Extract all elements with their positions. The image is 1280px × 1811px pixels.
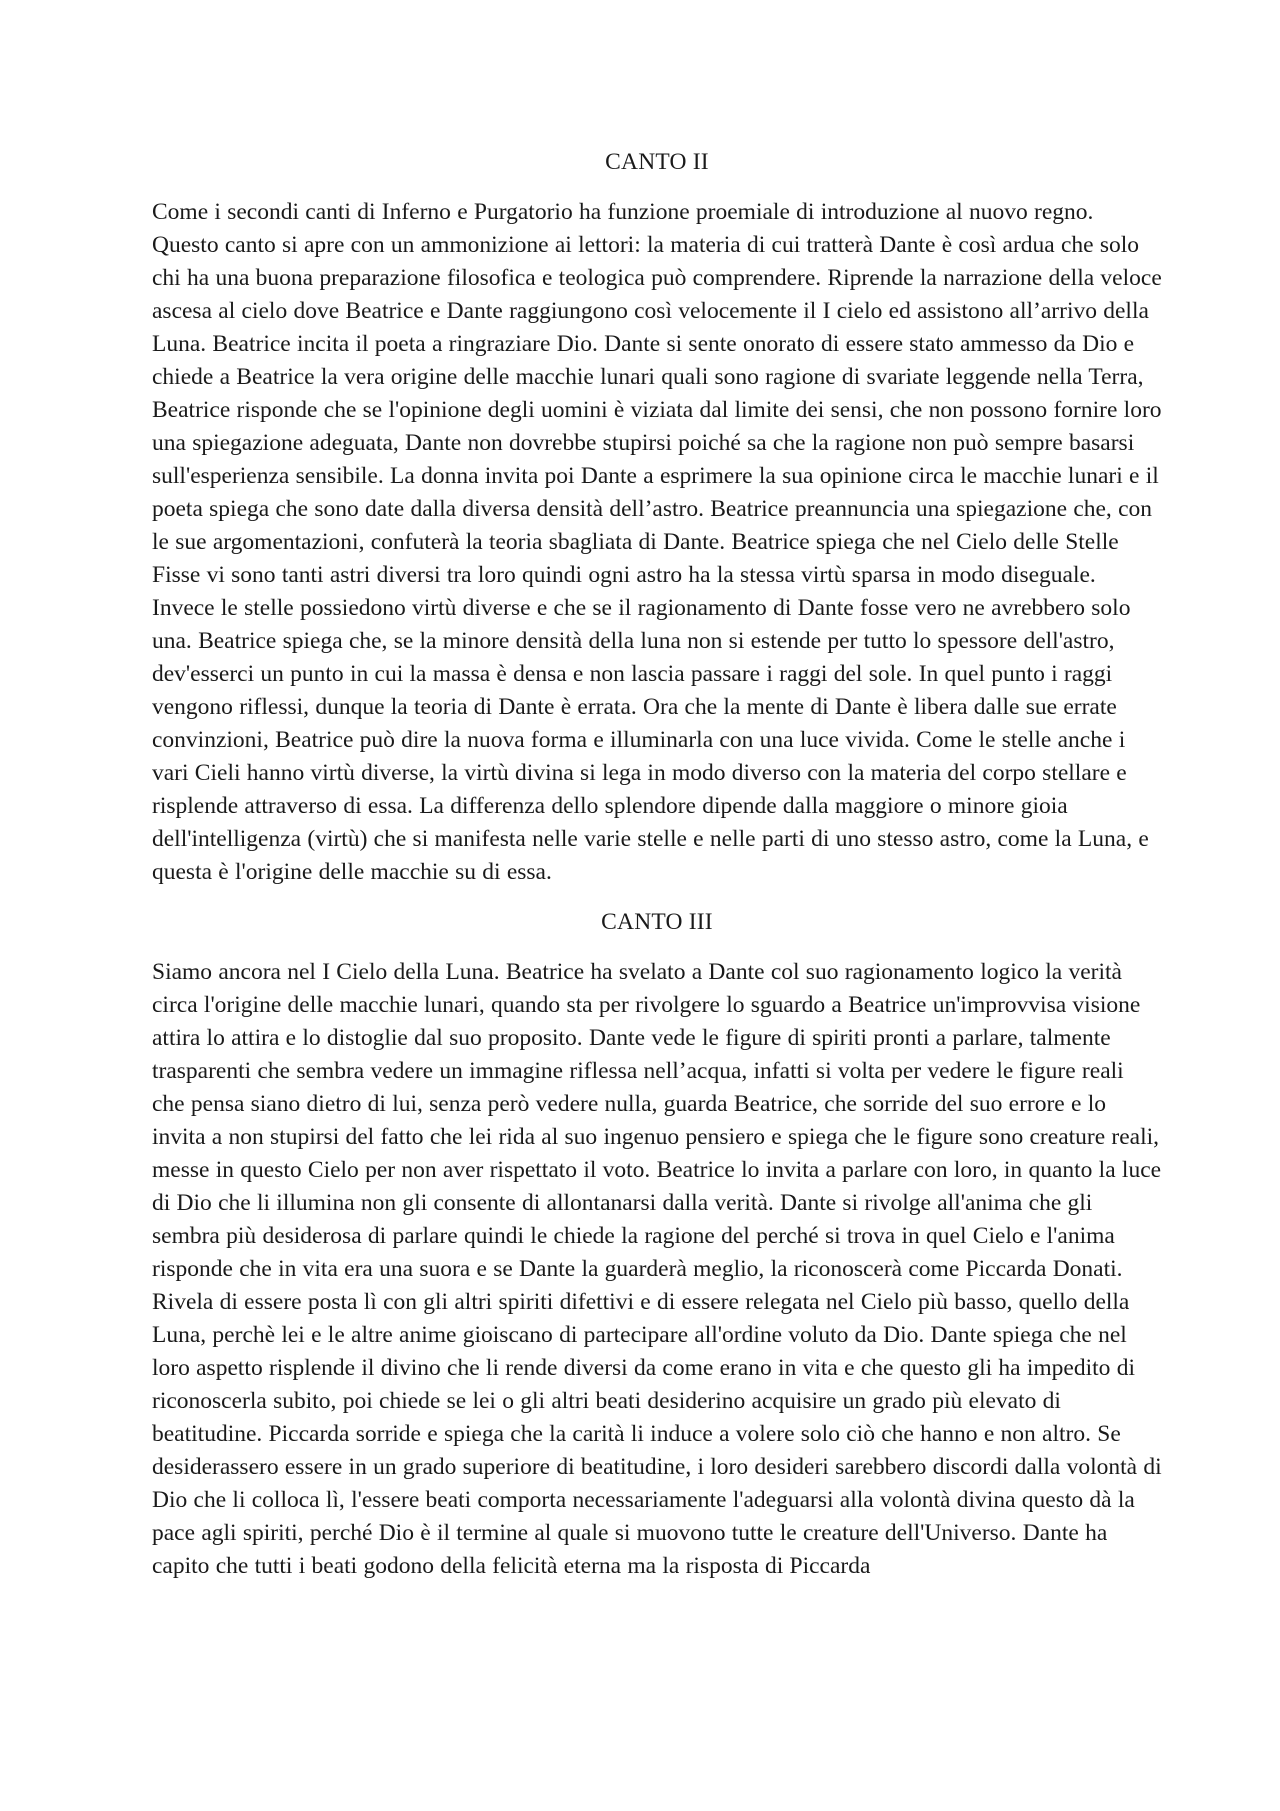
canto-iii-paragraph: Siamo ancora nel I Cielo della Luna. Beatrice ha svelato a Dante col suo ragionamento logico la verità circa l'origine delle macchie lunari, quando sta per rivolgere lo sguardo a Beatrice un'improvvisa visione attira lo attira e lo distoglie dal suo proposito. Dante vede le figure di spiriti pronti a parlare, talmente trasparenti che sembra vedere un immagine riflessa nell’acqua, infatti si volta per vedere le figure reali che pensa siano dietro di lui, senza però vedere nulla, guarda Beatrice, che sorride del suo errore e lo invita a non stupirsi del fatto che lei rida al suo ingenuo pensiero e spiega che le figure sono creature reali, messe in questo Cielo per non aver rispettato il voto. Beatrice lo invita a parlare con loro, in quanto la luce di Dio che li illumina non gli consente di allontanarsi dalla verità. Dante si rivolge all'anima che gli sembra più desiderosa di parlare quindi le chiede la ragione del perché si trova in quel Cielo e l'anima risponde che in vita era una suora e se Dante la guarderà meglio, la riconoscerà come Piccarda Donati. Rivela di essere posta lì con gli altri spiriti difettivi e di essere relegata nel Cielo più basso, quello della Luna, perchè lei e le altre anime gioiscano di partecipare all'ordine voluto da Dio. Dante spiega che nel loro aspetto risplende il divino che li rende diversi da come erano in vita e che questo gli ha impedito di riconoscerla subito, poi chiede se lei o gli altri beati desiderino acquisire un grado più elevato di beatitudine. Piccarda sorride e spiega che la carità li induce a volere solo ciò che hanno e non altro. Se desiderassero essere in un grado superiore di beatitudine, i loro desideri sarebbero discordi dalla volontà di Dio che li colloca lì, l'essere beati comporta necessariamente l'adeguarsi alla volontà divina questo dà la pace agli spiriti, perché Dio è il termine al quale si muovono tutte le creature dell'Universo. Dante ha capito che tutti i beati godono della felicità eterna ma la risposta di Piccarda: [152, 959, 1162, 1579]
document-page: [152, 146, 1162, 1583]
canto-ii-paragraph: Come i secondi canti di Inferno e Purgatorio ha funzione proemiale di introduzione al nuovo regno. Questo canto si apre con un ammonizione ai lettori: la materia di cui tratterà Dante è così ardua che solo chi ha una buona preparazione filosofica e teologica può comprendere. Riprende la narrazione della veloce ascesa al cielo dove Beatrice e Dante raggiungono così velocemente il I cielo ed assistono all’arrivo della Luna. Beatrice incita il poeta a ringraziare Dio. Dante si sente onorato di essere stato ammesso da Dio e chiede a Beatrice la vera origine delle macchie lunari quali sono ragione di svariate leggende nella Terra, Beatrice risponde che se l'opinione degli uomini è viziata dal limite dei sensi, che non possono fornire loro una spiegazione adeguata, Dante non dovrebbe stupirsi poiché sa che la ragione non può sempre basarsi sull'esperienza sensibile. La donna invita poi Dante a esprimere la sua opinione circa le macchie lunari e il poeta spiega che sono date dalla diversa densità dell’astro. Beatrice preannuncia una spiegazione che, con le sue argomentazioni, confuterà la teoria sbagliata di Dante. Beatrice spiega che nel Cielo delle Stelle Fisse vi sono tanti astri diversi tra loro quindi ogni astro ha la stessa virtù sparsa in modo diseguale. Invece le stelle possiedono virtù diverse e che se il ragionamento di Dante fosse vero ne avrebbero solo una. Beatrice spiega che, se la minore densità della luna non si estende per tutto lo spessore dell'astro, dev'esserci un punto in cui la massa è densa e non lascia passare i raggi del sole. In quel punto i raggi vengono riflessi, dunque la teoria di Dante è errata. Ora che la mente di Dante è libera dalle sue errate convinzioni, Beatrice può dire la nuova forma e illuminarla con una luce vivida. Come le stelle anche i vari Cieli hanno virtù diverse, la virtù divina si lega in modo diverso con la materia del corpo stellare e risplende attraverso di essa. La differenza dello splendore dipende dalla maggiore o minore gioia dell'intelligenza (virtù) che si manifesta nelle varie stelle e nelle parti di uno stesso astro, come la Luna, e questa è l'origine delle macchie su di essa.: [152, 199, 1162, 885]
canto-ii-heading: CANTO II: [605, 149, 709, 175]
canto-iii-heading: CANTO III: [601, 909, 713, 935]
